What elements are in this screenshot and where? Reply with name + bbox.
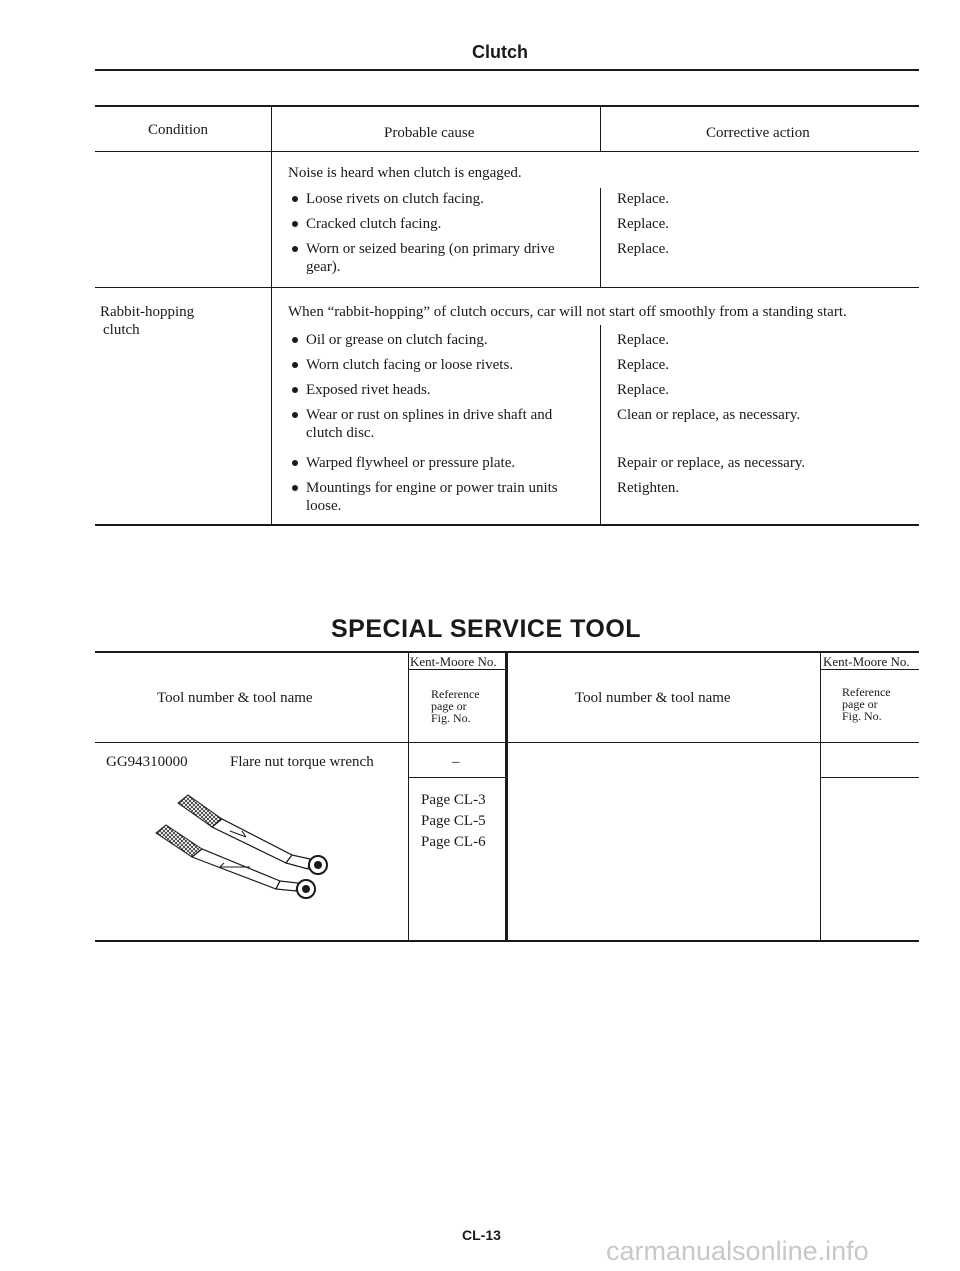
wrench-upper bbox=[178, 795, 327, 874]
header-condition: Condition bbox=[148, 122, 209, 138]
rabbit-action-4: Clean or replace, as necessary. bbox=[617, 407, 801, 423]
table-top-rule bbox=[95, 105, 919, 107]
table-header-rule bbox=[95, 151, 919, 152]
right-header-ref-l1: Reference bbox=[842, 685, 891, 699]
left-header-kent: Kent-Moore No. bbox=[410, 654, 497, 669]
section-title: SPECIAL SERVICE TOOL bbox=[331, 615, 642, 643]
rabbit-cause-1: Oil or grease on clutch facing. bbox=[306, 332, 488, 348]
right-header-tool: Tool number & tool name bbox=[575, 690, 731, 706]
right-header-kent: Kent-Moore No. bbox=[823, 654, 910, 669]
kent-left-underline bbox=[408, 669, 506, 670]
kent-left-value-rule bbox=[408, 777, 506, 778]
tool-col-divider-1 bbox=[408, 652, 409, 941]
flare-nut-torque-wrench-illustration bbox=[150, 785, 350, 905]
rabbit-cause-3: Exposed rivet heads. bbox=[306, 382, 431, 398]
kent-value: – bbox=[452, 754, 460, 770]
rabbit-cause-4: Wear or rust on splines in drive shaft and bbox=[306, 407, 553, 423]
rabbit-action-3: Replace. bbox=[617, 382, 670, 398]
rabbit-cause-6-cont: loose. bbox=[306, 498, 342, 514]
tool-name: Flare nut torque wrench bbox=[230, 754, 374, 770]
rabbit-action-2: Replace. bbox=[617, 357, 670, 373]
rabbit-intro: When “rabbit-hopping” of clutch occurs, car will not start off smoothly from a standing start. bbox=[288, 304, 847, 320]
left-header-ref-l1: Reference bbox=[431, 687, 480, 701]
rabbit-cause-6: Mountings for engine or power train units bbox=[306, 480, 558, 496]
kent-right-underline bbox=[820, 669, 919, 670]
noise-cause-3-cont: gear). bbox=[306, 259, 341, 275]
table-col-divider-2-rabbit bbox=[600, 325, 601, 525]
watermark: carmanualsonline.info bbox=[606, 1236, 869, 1266]
page-title: Clutch bbox=[472, 42, 528, 62]
ref-page-3: Page CL-6 bbox=[421, 834, 486, 850]
right-header-ref-l2: page or bbox=[842, 697, 878, 711]
noise-action-3: Replace. bbox=[617, 241, 670, 257]
table-col-divider-2-head bbox=[600, 106, 601, 152]
right-header-ref-l3: Fig. No. bbox=[842, 709, 882, 723]
ref-page-2: Page CL-5 bbox=[421, 813, 486, 829]
tool-col-divider-mid bbox=[505, 652, 508, 941]
table-col-divider-2-noise bbox=[600, 188, 601, 287]
noise-action-2: Replace. bbox=[617, 216, 670, 232]
left-header-ref-l3: Fig. No. bbox=[431, 711, 471, 725]
rabbit-action-6: Retighten. bbox=[617, 480, 680, 496]
rabbit-action-5: Repair or replace, as necessary. bbox=[617, 455, 806, 471]
ref-page-1: Page CL-3 bbox=[421, 792, 486, 808]
rabbit-cause-5: Warped flywheel or pressure plate. bbox=[306, 455, 516, 471]
rabbit-action-1: Replace. bbox=[617, 332, 670, 348]
left-header-tool: Tool number & tool name bbox=[157, 690, 313, 706]
rabbit-cause-4-cont: clutch disc. bbox=[306, 425, 375, 441]
noise-intro: Noise is heard when clutch is engaged. bbox=[288, 165, 522, 181]
tool-col-divider-2 bbox=[820, 652, 821, 941]
noise-action-1: Replace. bbox=[617, 191, 670, 207]
header-probable-cause: Probable cause bbox=[384, 125, 475, 141]
tool-number: GG94310000 bbox=[106, 754, 188, 770]
table-col-divider-1 bbox=[271, 106, 272, 525]
table-bottom-rule bbox=[95, 524, 919, 526]
noise-cause-2: Cracked clutch facing. bbox=[306, 216, 442, 232]
header-corrective-action: Corrective action bbox=[706, 125, 810, 141]
table-section-rule bbox=[95, 287, 919, 288]
header-rule bbox=[95, 69, 919, 71]
noise-cause-1: Loose rivets on clutch facing. bbox=[306, 191, 484, 207]
rabbit-condition-line1: Rabbit-hopping bbox=[100, 304, 195, 320]
left-header-ref-l2: page or bbox=[431, 699, 467, 713]
kent-right-value-rule bbox=[820, 777, 919, 778]
rabbit-condition-line2: clutch bbox=[103, 322, 140, 338]
noise-cause-3: Worn or seized bearing (on primary drive bbox=[306, 241, 555, 257]
rabbit-cause-2: Worn clutch facing or loose rivets. bbox=[306, 357, 514, 373]
page-number: CL-13 bbox=[462, 1227, 501, 1243]
